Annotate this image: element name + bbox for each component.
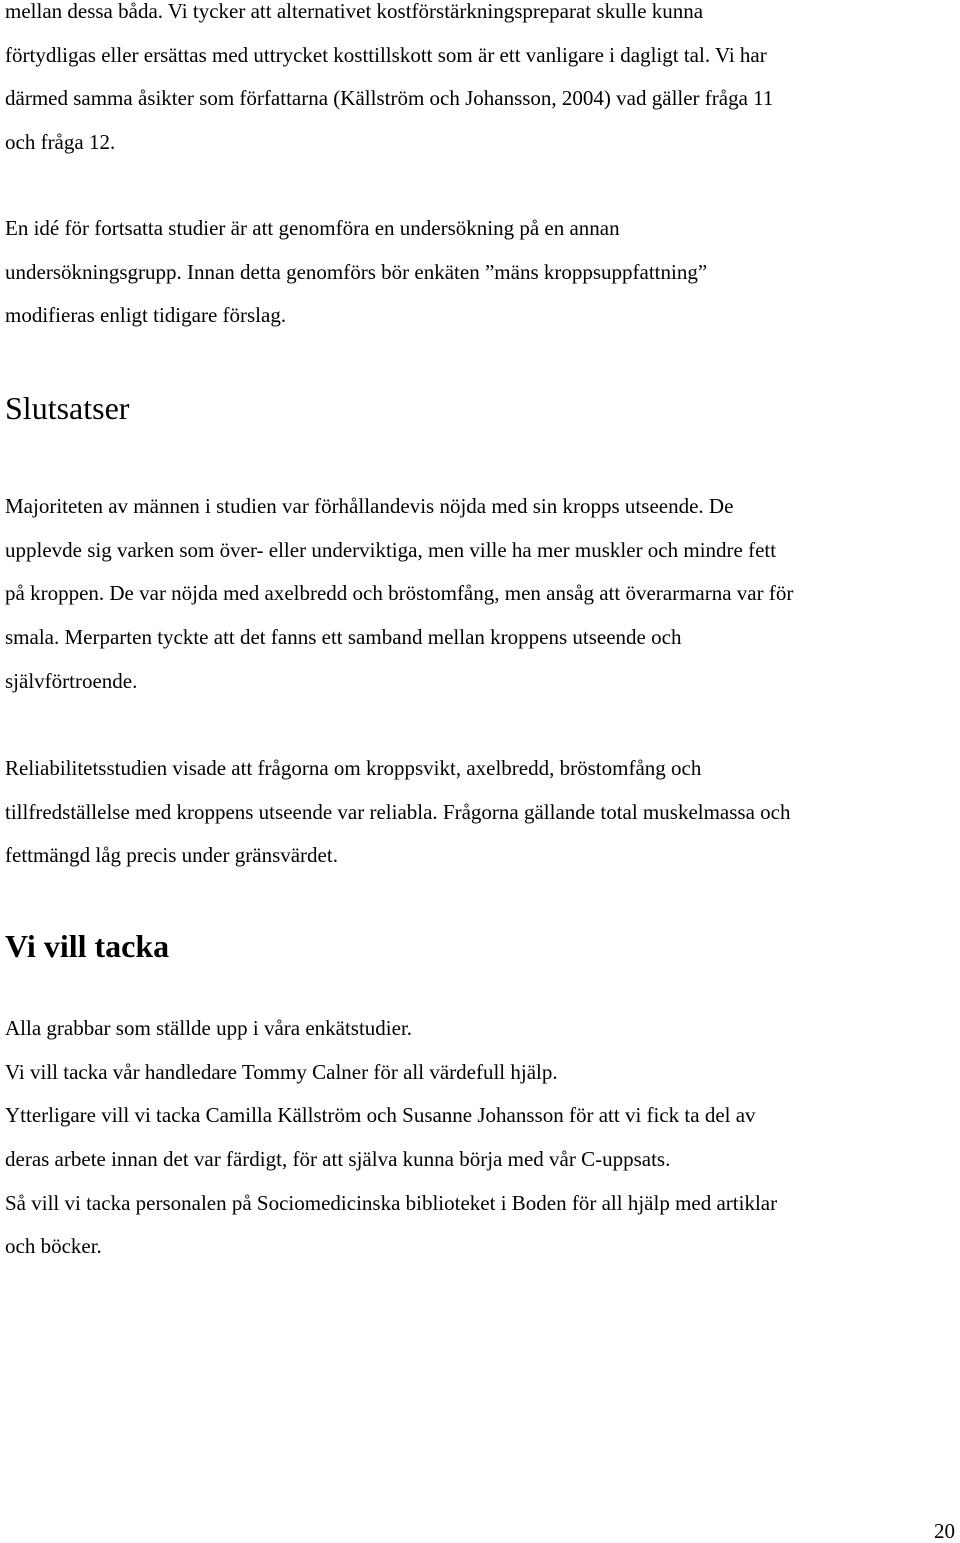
text-line: därmed samma åsikter som författarna (Källström och Johansson, 2004) vad gäller fråga 11 [5, 86, 774, 111]
text-line: modifieras enligt tidigare förslag. [5, 303, 287, 328]
paragraph-continuation [5, 0, 960, 165]
text-line: upplevde sig varken som över- eller underviktiga, men ville ha mer muskler och mindre fett [5, 537, 777, 562]
text-line: Reliabilitetsstudien visade att frågorna om kroppsvikt, axelbredd, bröstomfång och [5, 756, 702, 780]
page-number: 20 [934, 1519, 955, 1543]
paragraph-reliability [5, 747, 960, 878]
paragraph-future-studies [5, 207, 960, 338]
text-line: Ytterligare vill vi tacka Camilla Källström och Susanne Johansson för att vi fick ta del av [5, 1103, 756, 1128]
text-line: smala. Merparten tyckte att det fanns ett samband mellan kroppens utseende och [5, 625, 682, 650]
text-line: Så vill vi tacka personalen på Sociomedicinska biblioteket i Boden för all hjälp med artiklar [5, 1190, 778, 1215]
text-line: förtydligas eller ersättas med uttrycket kosttillskott som är ett vanligare i dagligt tal. Vi har [5, 42, 767, 67]
section-heading-slutsatser [5, 388, 960, 428]
text-line: Vi vill tacka vår handledare Tommy Calner för all värdefull hjälp. [5, 1059, 558, 1084]
text-line: självförtroende. [5, 668, 138, 693]
heading-slutsatser: Slutsatser [5, 390, 130, 426]
paragraph-conclusions [5, 485, 960, 703]
text-line: Alla grabbar som ställde upp i våra enkätstudier. [5, 1016, 413, 1040]
text-line: och böcker. [5, 1234, 102, 1259]
text-line: Majoriteten av männen i studien var förhållandevis nöjda med sin kropps utseende. De [5, 494, 734, 518]
text-line: på kroppen. De var nöjda med axelbredd och bröstomfång, men ansåg att överarmarna var för [5, 581, 794, 606]
text-line: En idé för fortsatta studier är att genomföra en undersökning på en annan [5, 216, 620, 240]
paragraph-acknowledgements [5, 1007, 960, 1269]
text-line: undersökningsgrupp. Innan detta genomförs bör enkäten ”mäns kroppsuppfattning” [5, 259, 708, 284]
text-line: mellan dessa båda. Vi tycker att alternativet kostförstärkningspreparat skulle kunna [5, 0, 704, 23]
text-line: tillfredställelse med kroppens utseende var reliabla. Frågorna gällande total muskelmassa och [5, 799, 791, 824]
text-line: deras arbete innan det var färdigt, för att själva kunna börja med vår C-uppsats. [5, 1147, 671, 1172]
text-line: och fråga 12. [5, 130, 116, 155]
heading-tack: Vi vill tacka [5, 928, 170, 964]
text-line: fettmängd låg precis under gränsvärdet. [5, 843, 338, 868]
section-heading-tack [5, 926, 960, 966]
